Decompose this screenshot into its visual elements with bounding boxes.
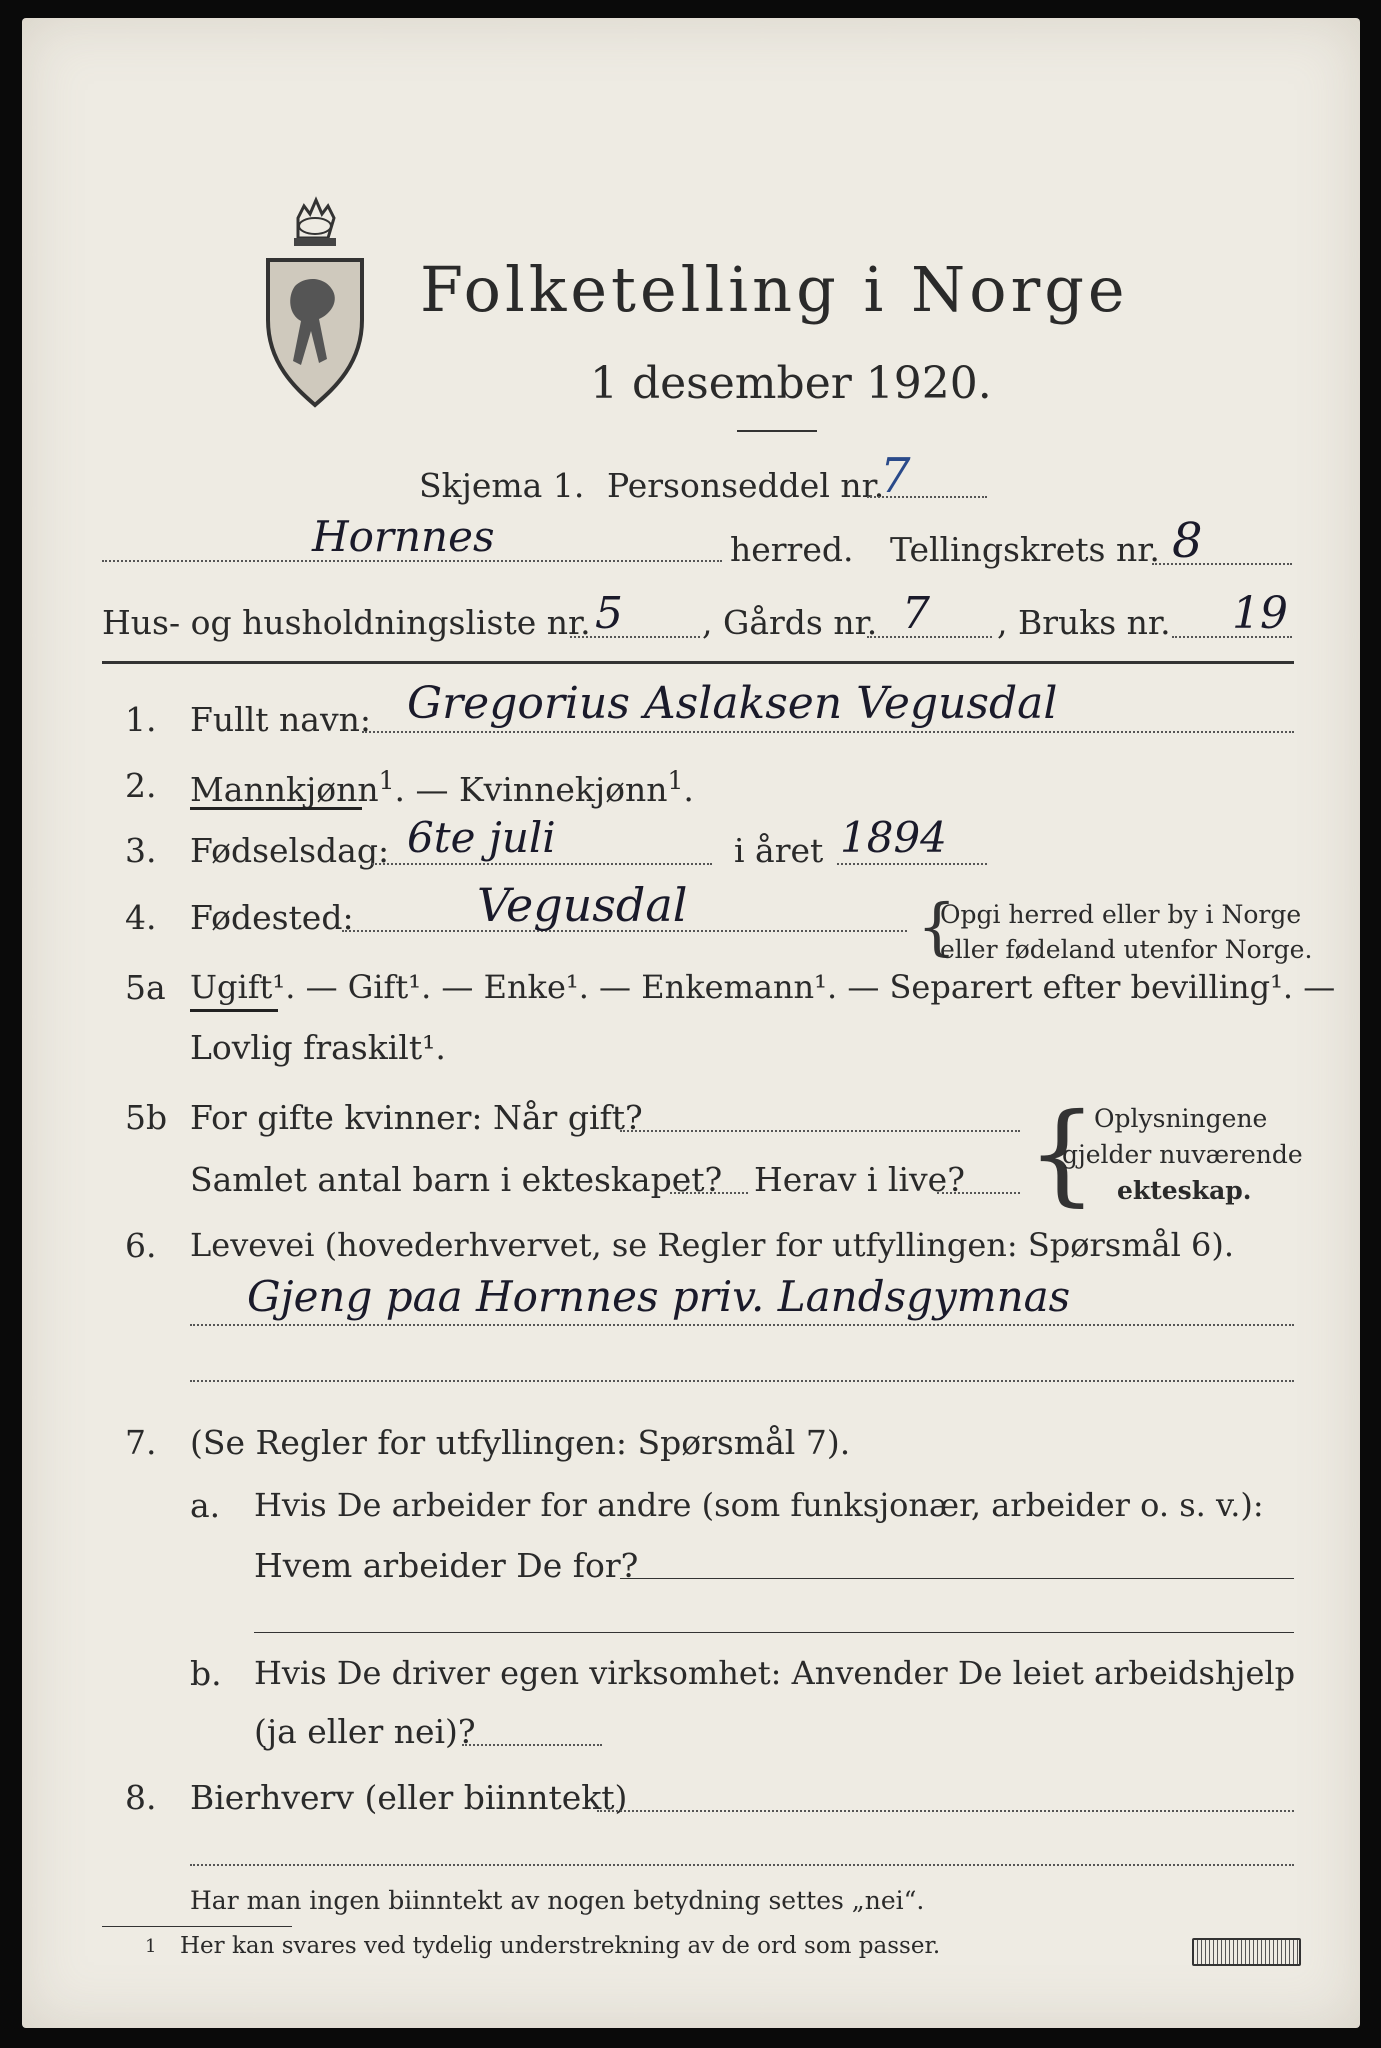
q2-male-sup: 1 <box>378 766 395 795</box>
q5a-line1: Ugift¹. — Gift¹. — Enke¹. — Enkemann¹. — Separert efter bevilling¹. — <box>190 968 1336 1006</box>
q4-value[interactable]: Vegusdal <box>477 878 688 932</box>
q5b-barn-field <box>670 1192 748 1194</box>
q3-number: 3. <box>125 831 157 870</box>
q4-number: 4. <box>125 898 157 937</box>
personseddel-value[interactable]: 7 <box>880 448 911 504</box>
q2-number: 2. <box>125 766 157 805</box>
q5b-line2b: Herav i live? <box>754 1160 965 1199</box>
schema-label: Skjema 1. <box>419 466 585 505</box>
q2-female[interactable]: Kvinnekjønn <box>458 770 668 809</box>
form-date: 1 desember 1920. <box>590 358 992 409</box>
q5a-number: 5a <box>125 968 166 1007</box>
q5b-line1: For gifte kvinner: Når gift? <box>190 1098 643 1137</box>
q4-label: Fødested: <box>190 898 354 937</box>
q8-number: 8. <box>125 1778 157 1817</box>
title-rule <box>737 430 817 432</box>
q5b-gift-field <box>620 1130 1020 1132</box>
q5a-ugift-underline <box>190 1009 278 1012</box>
census-form <box>22 18 1360 2028</box>
bruks-label: , Bruks nr. <box>997 603 1171 642</box>
form-title: Folketelling i Norge <box>420 253 1129 326</box>
coat-of-arms-icon <box>260 196 370 411</box>
q2-options <box>190 766 694 809</box>
q1-field <box>362 731 1294 733</box>
q6-label: Levevei (hovederhvervet, se Regler for utfyllingen: Spørsmål 6). <box>190 1226 1235 1264</box>
q4-brace: { <box>917 890 957 963</box>
q8-field-1 <box>597 1810 1294 1812</box>
q5b-note1: Oplysningene <box>1094 1104 1268 1133</box>
q2-male[interactable]: Mannkjønn <box>190 770 379 809</box>
herred-label: herred. <box>730 530 854 569</box>
q5a-line2: Lovlig fraskilt¹. <box>190 1028 446 1067</box>
q3-value[interactable]: 6te juli <box>407 813 556 862</box>
q3-label: Fødselsdag: <box>190 831 390 870</box>
q8-field-2 <box>190 1864 1294 1866</box>
q4-note-line1: Opgi herred eller by i Norge <box>940 900 1302 929</box>
gards-label: , Gårds nr. <box>702 603 878 642</box>
q7a-letter: a. <box>190 1486 221 1525</box>
q5b-ilive-field <box>937 1192 1020 1194</box>
q7b-field <box>462 1744 602 1746</box>
q7b-letter: b. <box>190 1654 222 1693</box>
footnote-text: Her kan svares ved tydelig understrekning av de ord som passer. <box>180 1933 941 1959</box>
bruks-value[interactable]: 19 <box>1232 588 1288 639</box>
q8-label: Bierhverv (eller biinntekt) <box>190 1778 628 1817</box>
q5b-brace: { <box>1027 1089 1097 1217</box>
q2-female-sup: 1 <box>667 766 684 795</box>
header-divider <box>102 661 1294 664</box>
personseddel-label: Personseddel nr. <box>607 466 885 505</box>
q6-field-2 <box>190 1380 1294 1382</box>
q5b-note3: ekteskap. <box>1117 1176 1252 1205</box>
q7-label: (Se Regler for utfyllingen: Spørsmål 7). <box>190 1423 851 1462</box>
q3-year-field <box>837 863 987 865</box>
hus-field <box>570 636 700 638</box>
q7b-line2: (ja eller nei)? <box>254 1712 476 1751</box>
q3-field <box>372 863 712 865</box>
printer-stamp <box>1192 1938 1301 1966</box>
q5b-note2: gjelder nuværende <box>1062 1140 1303 1169</box>
hus-label: Hus- og husholdningsliste nr. <box>102 603 591 642</box>
q2-end: . <box>683 770 694 809</box>
footnote-rule <box>102 1926 292 1927</box>
q6-field-1 <box>190 1324 1294 1326</box>
q6-number: 6. <box>125 1226 157 1265</box>
q3-year-value[interactable]: 1894 <box>840 813 947 862</box>
tellingskrets-label: Tellingskrets nr. <box>890 530 1160 569</box>
q7a-field-2 <box>254 1632 1294 1633</box>
q7-number: 7. <box>125 1423 157 1462</box>
q1-label: Fullt navn: <box>190 700 371 739</box>
footnote-number: 1 <box>145 1936 157 1957</box>
q1-number: 1. <box>125 700 157 739</box>
q1-value[interactable]: Gregorius Aslaksen Vegusdal <box>407 678 1058 729</box>
q7a-line1: Hvis De arbeider for andre (som funksjonær, arbeider o. s. v.): <box>254 1486 1264 1524</box>
q2-male-underline <box>190 807 362 810</box>
q4-note-line2: eller fødeland utenfor Norge. <box>940 935 1313 964</box>
q3-year-label: i året <box>734 831 824 870</box>
gards-value[interactable]: 7 <box>902 588 930 639</box>
q2-sep: . — <box>394 770 459 809</box>
hus-value[interactable]: 5 <box>595 588 623 639</box>
q5b-line2a: Samlet antal barn i ekteskapet? <box>190 1160 723 1199</box>
q6-value[interactable]: Gjeng paa Hornnes priv. Landsgymnas <box>247 1272 1071 1321</box>
herred-value[interactable]: Hornnes <box>312 512 495 561</box>
tellingskrets-value[interactable]: 8 <box>1172 513 1203 569</box>
q7b-line1: Hvis De driver egen virksomhet: Anvender De leiet arbeidshjelp <box>254 1654 1296 1692</box>
q7a-line2: Hvem arbeider De for? <box>254 1546 639 1585</box>
footer-note: Har man ingen biinntekt av nogen betydning settes „nei“. <box>190 1886 925 1915</box>
q5b-number: 5b <box>125 1098 168 1137</box>
q7a-field-1 <box>620 1578 1294 1579</box>
